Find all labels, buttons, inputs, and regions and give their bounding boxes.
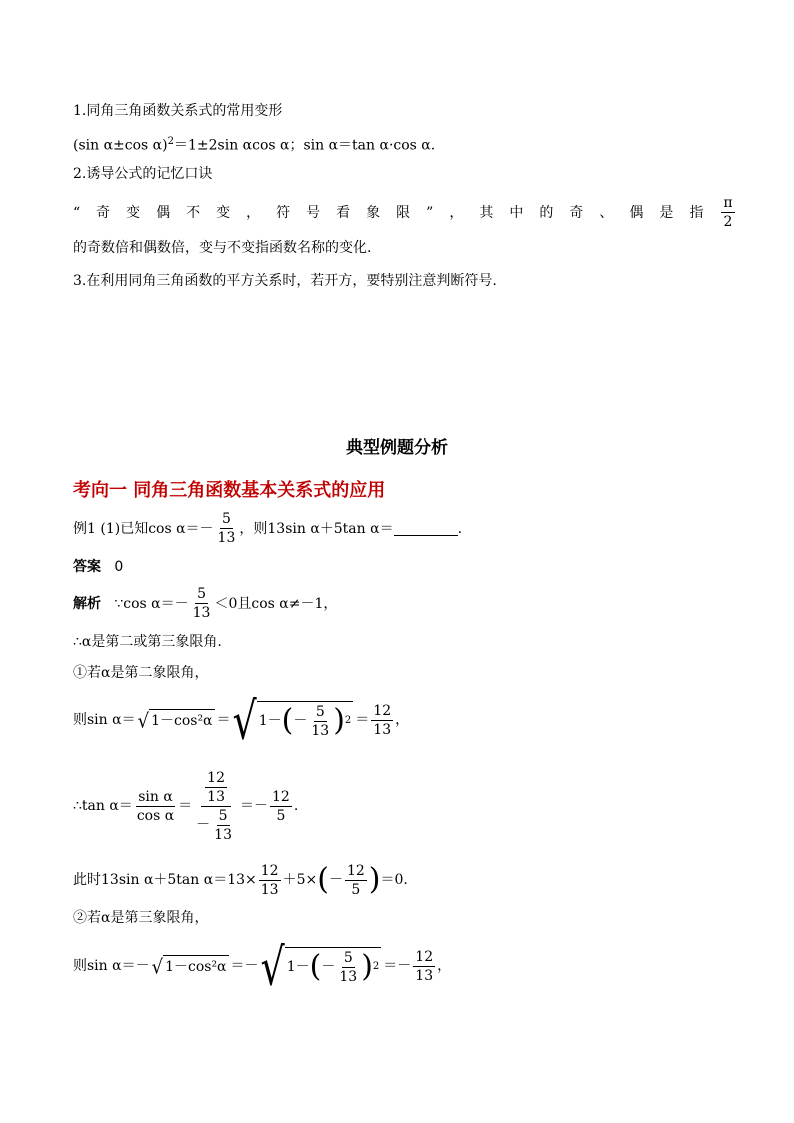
answer-line: 答案 0 bbox=[73, 559, 124, 575]
tip-3: 3.在利用同角三角函数的平方关系时，若开方，要特别注意判断符号. bbox=[73, 273, 497, 289]
fraction: $\frac{12}{5}$ bbox=[346, 862, 365, 898]
tip-1-formula: (sin α±cos α)$^2$＝1±2sin αcos α；sin α＝tan α·cos α. bbox=[73, 136, 436, 154]
answer-blank bbox=[394, 521, 458, 536]
analysis-line-1: 解析 ∵cos α＝－ $\frac{5}{13}$ ＜0且cos α≠－1， bbox=[73, 586, 338, 621]
square-root: √ 1－cos²α bbox=[137, 710, 213, 734]
tip-1-title: 1.同角三角函数关系式的常用变形 bbox=[73, 103, 283, 119]
fraction: $\frac{\text{sin α}}{\text{cos α}}$ bbox=[136, 788, 175, 824]
square-root: √ 1－cos²α bbox=[151, 956, 227, 980]
fraction: $\frac{12}{13}$ bbox=[415, 948, 434, 984]
tan-equation: ∴tan α＝ $\frac{\text{sin α}}{\text{cos α}}$ ＝ $\frac{12}{13}$ － $\frac{5}{13}$ ＝－ $\frac{12}{5}$ . bbox=[73, 769, 299, 843]
analysis-line-2: ∴α是第二或第三象限角. bbox=[73, 634, 222, 650]
sin-case-2-equation: 则sin α＝－ √ 1－cos²α ＝－ √ 1－ ( － $\frac{5}{13}$ ) 2 ＝－ $\frac{12}{13}$ ， bbox=[73, 936, 452, 997]
complex-fraction: $\frac{12}{13}$ － $\frac{5}{13}$ bbox=[196, 769, 232, 843]
fraction: $\frac{5}{13}$ bbox=[217, 511, 236, 546]
square-root: √ 1－ ( － $\frac{5}{13}$ ) 2 bbox=[232, 690, 352, 751]
pi-over-2-fraction: $\frac{\pi}{2}$ bbox=[723, 195, 733, 230]
square-root: √ 1－ ( － $\frac{5}{13}$ ) 2 bbox=[260, 936, 380, 997]
fraction: $\frac{12}{5}$ bbox=[272, 788, 290, 824]
fraction: $\frac{12}{13}$ bbox=[260, 862, 279, 898]
example-question: 例1 (1)已知cos α＝－ $\frac{5}{13}$ ，则13sin α＋5tan α＝ . bbox=[73, 511, 463, 546]
section-heading: 典型例题分析 bbox=[346, 438, 448, 458]
sin-case-1-equation: 则sin α＝ √ 1－cos²α ＝ √ 1－ ( － $\frac{5}{13}$ ) 2 ＝ $\frac{12}{13}$ ， bbox=[73, 690, 410, 751]
tip-2-line1: “奇变偶不变，符号看象限”，其中的奇、偶是指 $\frac{\pi}{2}$ bbox=[73, 195, 733, 230]
fraction: $\frac{12}{13}$ bbox=[373, 702, 392, 738]
tip-2-title: 2.诱导公式的记忆口诀 bbox=[73, 166, 213, 182]
case-2-label: ②若α是第三象限角， bbox=[73, 910, 209, 926]
result-equation: 此时13sin α＋5tan α＝13× $\frac{12}{13}$ ＋5× ( － $\frac{12}{5}$ ) ＝0. bbox=[73, 862, 408, 898]
topic-title: 考向一 同角三角函数基本关系式的应用 bbox=[73, 480, 386, 501]
tip-2-line2: 的奇数倍和偶数倍，变与不变指函数名称的变化. bbox=[73, 240, 372, 256]
fraction: $\frac{5}{13}$ bbox=[192, 586, 211, 621]
case-1-label: ①若α是第二象限角， bbox=[73, 665, 209, 681]
